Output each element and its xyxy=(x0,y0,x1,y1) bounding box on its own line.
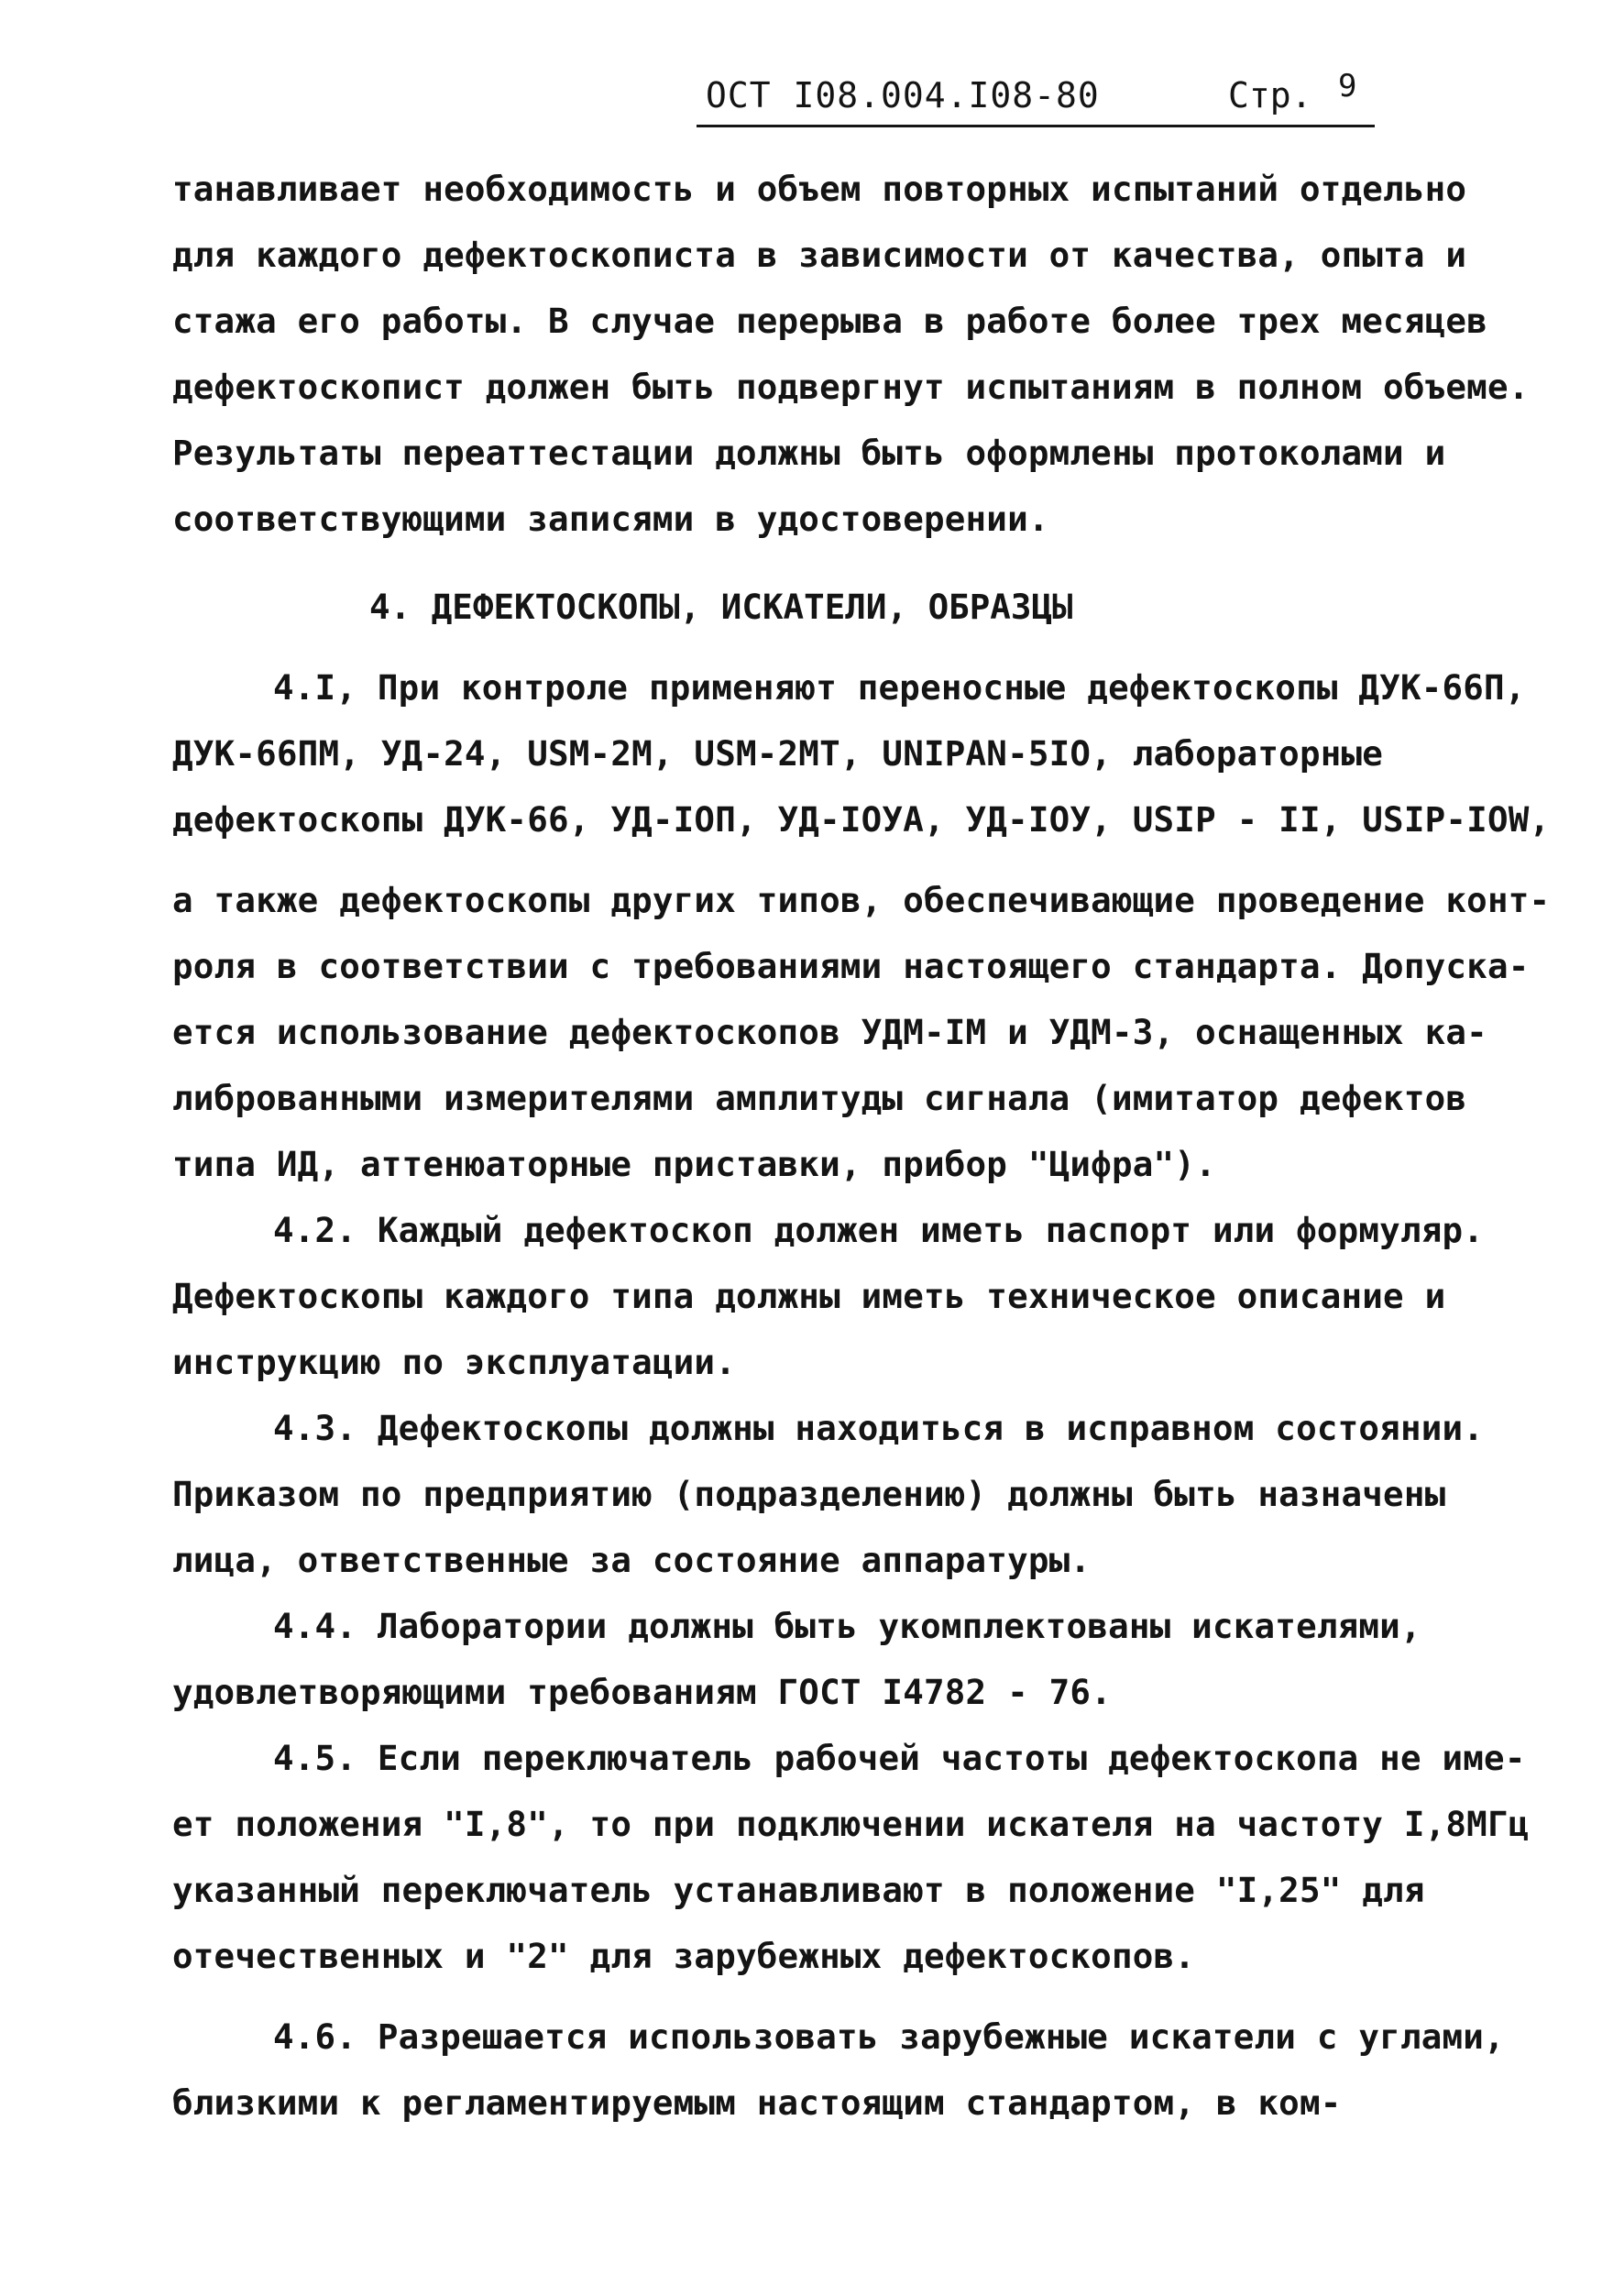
text-line: ет положения "I,8", то при подключении искателя на частоту I,8МГц xyxy=(172,1804,1530,1844)
text-line: дефектоскопы ДУК-66, УД-IOП, УД-IOУА, УД-IOУ, USIP - II, USIP-IOW, xyxy=(172,799,1551,840)
text-line: 4.I, При контроле применяют переносные дефектоскопы ДУК-66П, xyxy=(273,667,1526,708)
body-text xyxy=(172,156,1551,2136)
page-label: Стр. xyxy=(1228,75,1312,115)
text-line: Приказом по предприятию (подразделению) должны быть назначены xyxy=(172,1474,1446,1514)
text-line: лица, ответственные за состояние аппаратуры. xyxy=(172,1540,1092,1580)
intro-paragraph xyxy=(172,156,1530,552)
text-line: 4.2. Каждый дефектоскоп должен иметь паспорт или формуляр. xyxy=(273,1210,1485,1250)
section-heading: 4. ДЕФЕКТОСКОПЫ, ИСКАТЕЛИ, ОБРАЗЦЫ xyxy=(369,587,1073,627)
paragraph-4-4 xyxy=(172,1593,1492,1725)
paragraph-4-6 xyxy=(172,2004,1505,2136)
text-line: отечественных и "2" для зарубежных дефектоскопов. xyxy=(172,1936,1196,1976)
text-line: 4.3. Дефектоскопы должны находиться в исправном состоянии. xyxy=(273,1408,1485,1448)
standard-code: ОСТ I08.004.I08-80 xyxy=(706,75,1100,115)
text-line: соответствующими записями в удостоверении. xyxy=(172,499,1049,539)
text-line: Дефектоскопы каждого типа должны иметь техническое описание и xyxy=(172,1276,1446,1316)
page-header xyxy=(706,68,1366,130)
text-line: Результаты переаттестации должны быть оформлены протоколами и xyxy=(172,433,1446,473)
text-line: 4.4. Лаборатории должны быть укомплектованы искателями, xyxy=(273,1606,1421,1646)
text-line: 4.6. Разрешается использовать зарубежные искатели с углами, xyxy=(273,2016,1505,2057)
paragraph-4-5 xyxy=(172,1725,1530,1989)
text-line: ется использование дефектоскопов УДМ-IМ и УДМ-3, оснащенных ка- xyxy=(172,1012,1487,1052)
text-line: ДУК-66ПМ, УД-24, USM-2М, USM-2МТ, UNIPAN-5IO, лабораторные xyxy=(172,733,1384,774)
paragraph-4-2 xyxy=(172,1197,1492,1395)
paragraph-4-3 xyxy=(172,1395,1492,1593)
paragraph-4-1 xyxy=(172,654,1551,1197)
text-line: дефектоскопист должен быть подвергнут испытаниям в полном объеме. xyxy=(172,367,1530,407)
text-line: инструкцию по эксплуатации. xyxy=(172,1342,736,1382)
text-line: для каждого дефектоскописта в зависимости от качества, опыта и xyxy=(172,235,1467,275)
text-line: указанный переключатель устанавливают в положение "I,25" для xyxy=(172,1870,1425,1910)
page-number: 9 xyxy=(1338,68,1357,104)
text-line: 4.5. Если переключатель рабочей частоты дефектоскопа не име- xyxy=(273,1738,1526,1778)
text-line: танавливает необходимость и объем повторных испытаний отдельно xyxy=(172,169,1467,209)
text-line: либрованными измерителями амплитуды сигнала (имитатор дефектов xyxy=(172,1078,1467,1118)
text-line: а также дефектоскопы других типов, обеспечивающие проведение конт- xyxy=(172,880,1551,920)
text-line: типа ИД, аттенюаторные приставки, прибор "Цифра"). xyxy=(172,1144,1216,1184)
text-line: удовлетворяющими требованиям ГОСТ I4782 - 76. xyxy=(172,1672,1112,1712)
text-line: близкими к регламентируемым настоящим стандартом, в ком- xyxy=(172,2082,1342,2123)
header-rule xyxy=(697,125,1375,127)
text-line: стажа его работы. В случае перерыва в работе более трех месяцев xyxy=(172,301,1487,341)
text-line: роля в соответствии с требованиями настоящего стандарта. Допуска- xyxy=(172,946,1530,986)
